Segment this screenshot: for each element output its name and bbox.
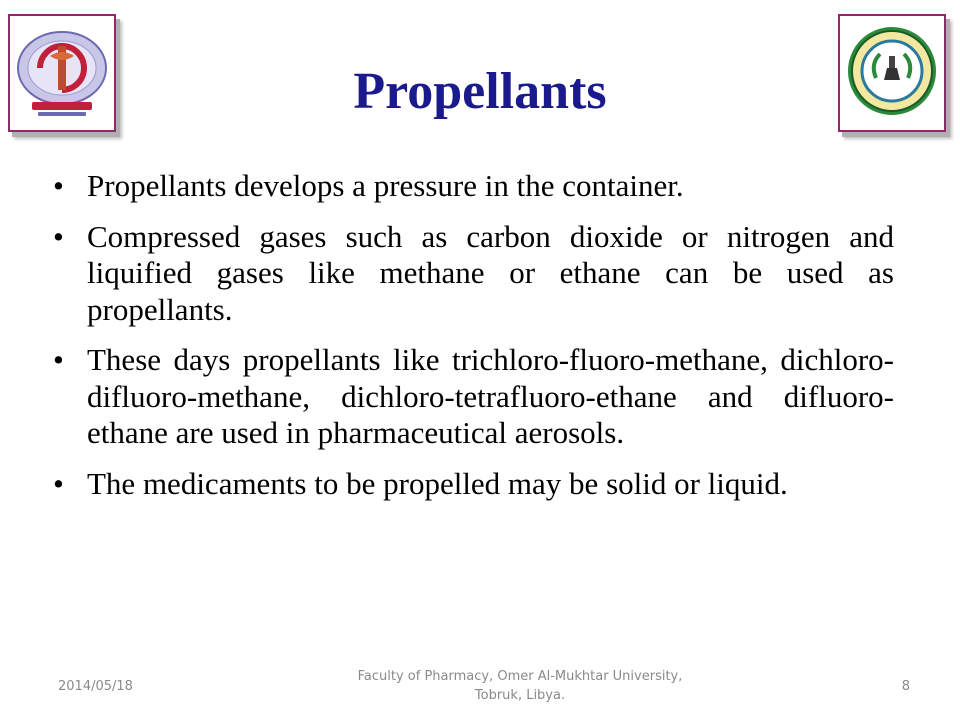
bullet-marker: • [53, 168, 64, 203]
bullet-marker: • [53, 342, 64, 377]
faculty-of-pharmacy-logo [8, 14, 116, 132]
bullet-item [48, 168, 894, 205]
faculty-of-pharmacy-logo-icon [10, 16, 114, 130]
bullet-item [48, 466, 894, 503]
bullet-marker: • [53, 465, 64, 501]
bullet-item [48, 342, 894, 452]
bullet-item [48, 219, 894, 329]
university-seal-icon [840, 16, 944, 130]
footer-institution-line2: Tobruk, Libya. [474, 688, 566, 703]
bullet-text: These days propellants like trichloro-fluoro-methane, dichloro-difluoro-methane, dichloro-tetrafluoro-ethane and difluoro-ethane are used in pharmaceutical aerosols. [87, 342, 894, 450]
footer-institution [330, 667, 710, 705]
page-number: 8 [901, 679, 910, 694]
university-seal-logo [838, 14, 946, 132]
bullet-list [48, 168, 894, 516]
footer-institution-line1: Faculty of Pharmacy, Omer Al-Mukhtar University, [357, 669, 683, 684]
bullet-text: Propellants develops a pressure in the container. [87, 168, 684, 203]
bullet-marker: • [53, 218, 64, 254]
bullet-text: The medicaments to be propelled may be solid or liquid. [87, 465, 788, 501]
slide-title: Propellants [353, 63, 607, 120]
bullet-text: Compressed gases such as carbon dioxide or nitrogen and liquified gases like methane or ethane can be used as propellants. [87, 218, 894, 327]
footer-date: 2014/05/18 [58, 679, 133, 694]
